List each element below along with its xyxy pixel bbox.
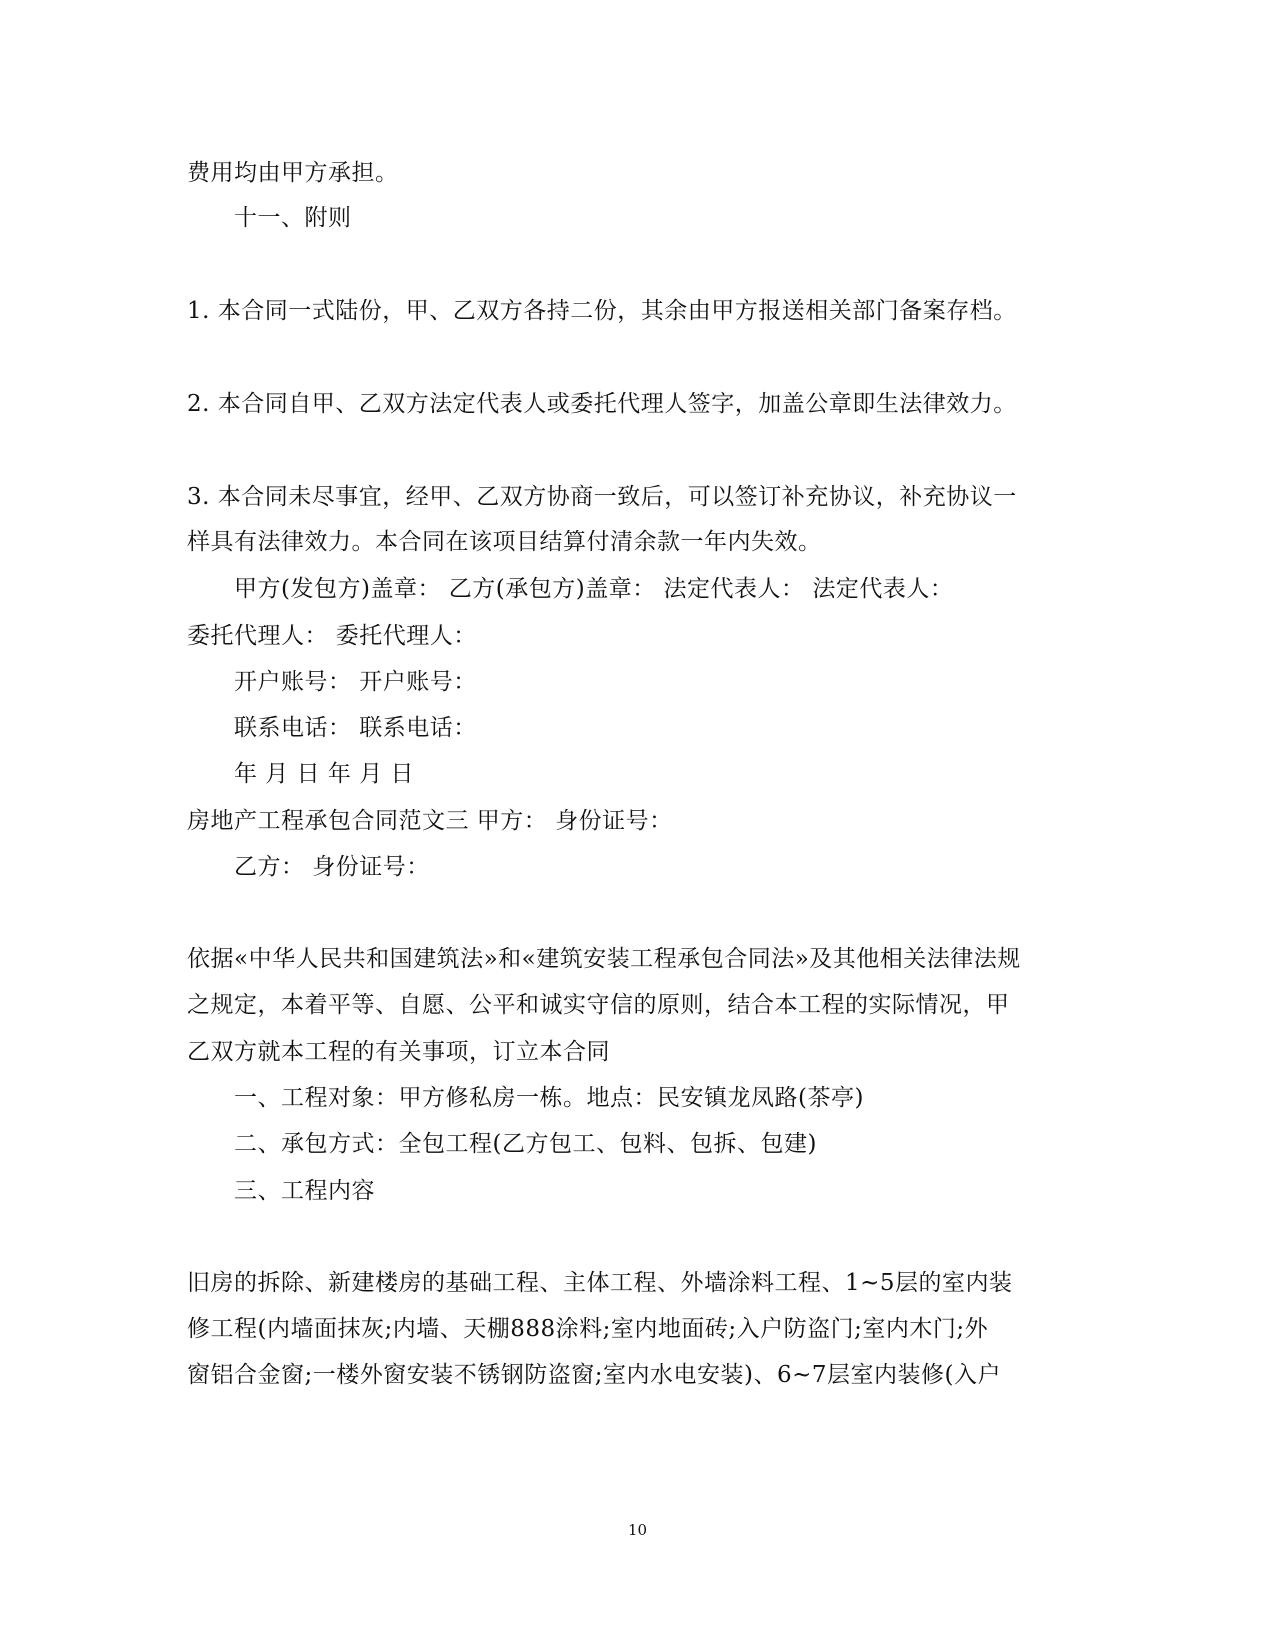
text-line: 修工程(内墙面抹灰;内墙、天棚888涂料;室内地面砖;入户防盗门;室内木门;外 [187,1316,989,1342]
document-title-line: 房地产工程承包合同范文三 甲方： 身份证号： [187,808,673,834]
signature-line: 联系电话： 联系电话： [234,715,477,741]
text-line: 2. 本合同自甲、乙双方法定代表人或委托代理人签字，加盖公章即生法律效力。 [187,391,1017,417]
text-line: 费用均由甲方承担。 [187,160,399,186]
text-line: 旧房的拆除、新建楼房的基础工程、主体工程、外墙涂料工程、1~5层的室内装 [187,1270,1013,1296]
clause-line: 一、工程对象：甲方修私房一栋。地点：民安镇龙凤路(茶亭) [234,1085,864,1111]
section-heading: 十一、附则 [234,205,352,231]
party-line: 乙方： 身份证号： [234,854,430,880]
signature-line: 开户账号： 开户账号： [234,669,477,695]
signature-line: 甲方(发包方)盖章： 乙方(承包方)盖章： 法定代表人： 法定代表人： [234,576,954,602]
text-line: 窗铝合金窗;一楼外窗安装不锈钢防盗窗;室内水电安装)、6~7层室内装修(入户 [187,1362,1001,1388]
text-line: 样具有法律效力。本合同在该项目结算付清余款一年内失效。 [187,529,822,555]
clause-line: 二、承包方式：全包工程(乙方包工、包料、包拆、包建) [234,1131,817,1157]
text-line: 3. 本合同未尽事宜，经甲、乙双方协商一致后，可以签订补充协议，补充协议一 [187,484,1017,510]
text-line: 乙双方就本工程的有关事项，订立本合同 [187,1039,610,1065]
text-line: 依据«中华人民共和国建筑法»和«建筑安装工程承包合同法»及其他相关法律法规 [187,946,1021,972]
date-line: 年 月 日 年 月 日 [234,761,415,787]
text-line: 之规定，本着平等、自愿、公平和诚实守信的原则，结合本工程的实际情况，甲 [187,992,1010,1018]
clause-line: 三、工程内容 [234,1178,375,1204]
page-number: 10 [627,1521,648,1539]
signature-line: 委托代理人： 委托代理人： [187,623,477,649]
text-line: 1. 本合同一式陆份，甲、乙双方各持二份，其余由甲方报送相关部门备案存档。 [187,298,1017,324]
